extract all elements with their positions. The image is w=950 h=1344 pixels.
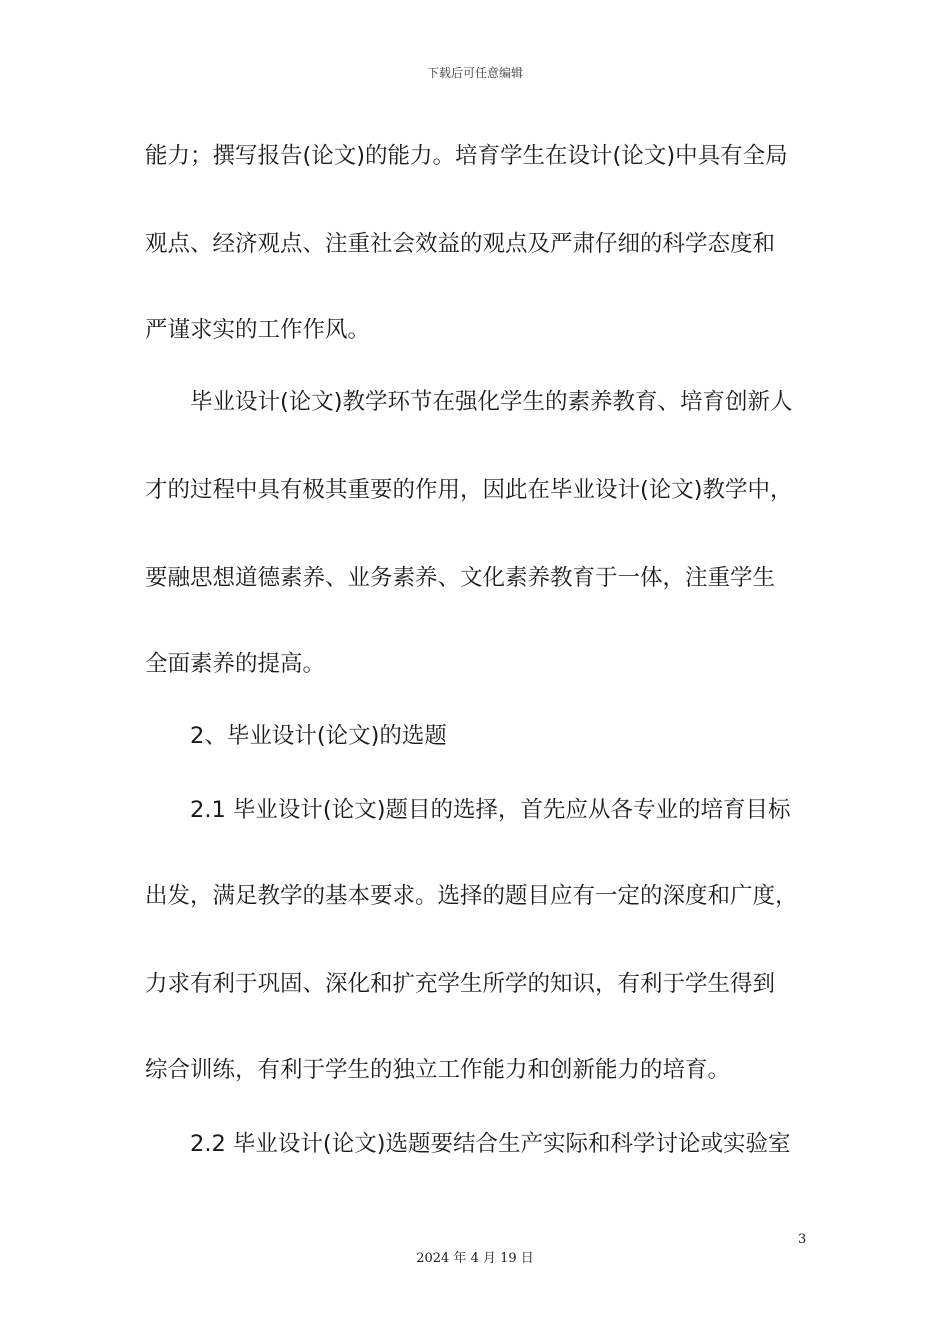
text-line: 出发，满足教学的基本要求。选择的题目应有一定的深度和广度，: [145, 883, 798, 909]
text-line: 2.1 毕业设计(论文)题目的选择，首先应从各专业的培育目标: [190, 797, 791, 823]
text-line: 要融思想道德素养、业务素养、文化素养教育于一体，注重学生: [145, 565, 776, 591]
text-line: 综合训练，有利于学生的独立工作能力和创新能力的培育。: [145, 1057, 731, 1083]
text-line: 才的过程中具有极其重要的作用，因此在毕业设计(论文)教学中，: [145, 477, 793, 503]
text-line: 观点、经济观点、注重社会效益的观点及严肃仔细的科学态度和: [145, 231, 776, 257]
text-line: 全面素养的提高。: [145, 651, 326, 677]
page-header: 下载后可任意编辑: [426, 66, 523, 80]
text-line: 力求有利于巩固、深化和扩充学生所学的知识，有利于学生得到: [145, 971, 776, 997]
page-number: 3: [798, 1232, 807, 1247]
text-line: 能力；撰写报告(论文)的能力。培育学生在设计(论文)中具有全局: [145, 143, 788, 169]
section-heading: 2、毕业设计(论文)的选题: [190, 723, 447, 749]
text-line: 2.2 毕业设计(论文)选题要结合生产实际和科学讨论或实验室: [190, 1131, 791, 1157]
text-line: 毕业设计(论文)教学环节在强化学生的素养教育、培育创新人: [190, 389, 793, 415]
text-line: 严谨求实的工作作风。: [145, 317, 371, 343]
footer-date: 2024 年 4 月 19 日: [416, 1251, 534, 1266]
